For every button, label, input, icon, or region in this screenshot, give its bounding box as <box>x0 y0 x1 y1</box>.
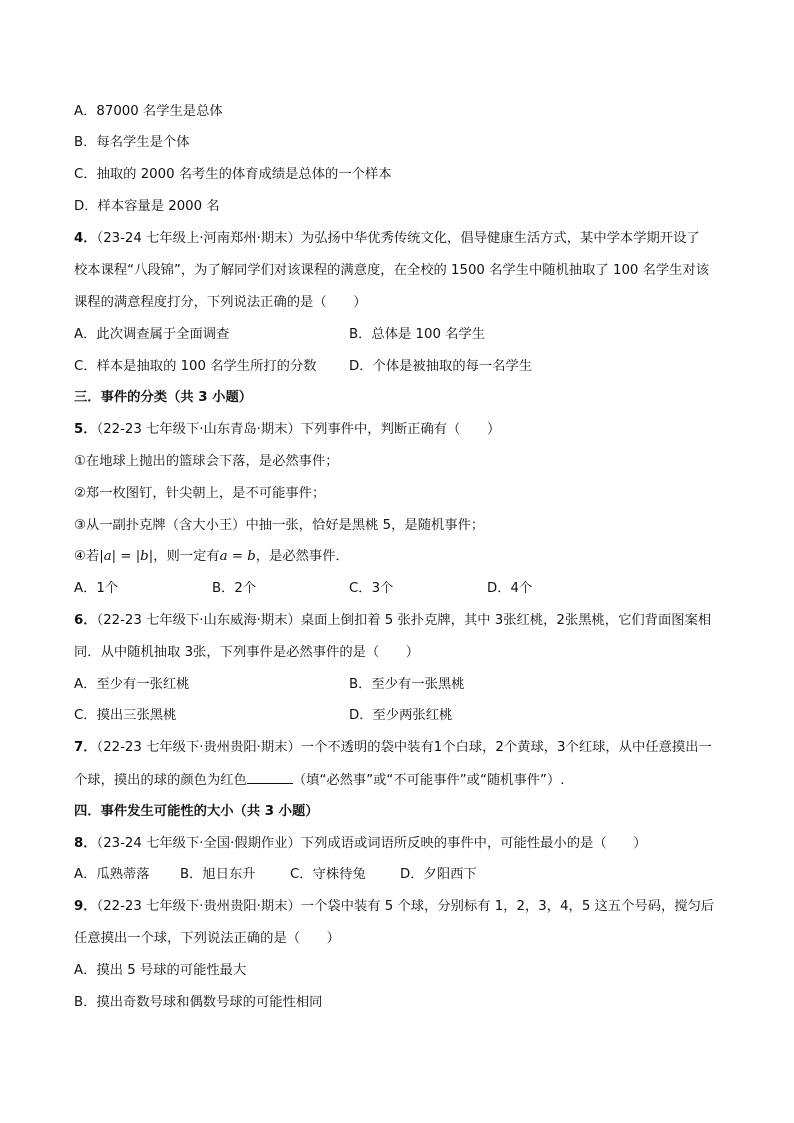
q7-answer-blank[interactable] <box>247 771 293 784</box>
q5-option-b: B．2个 <box>212 581 257 596</box>
q5-item-3: ③从一副扑克牌（含大小王）中抽一张，恰好是黑桃 5，是随机事件； <box>74 518 485 533</box>
q3-option-d: D．样本容量是 2000 名 <box>74 199 220 214</box>
q3-option-a: A．87000 名学生是总体 <box>74 104 223 119</box>
q4-option-d: D．个体是被抽取的每一名学生 <box>349 359 533 374</box>
q8-option-b: B．旭日东升 <box>180 867 256 882</box>
q6-option-a: A．至少有一张红桃 <box>74 677 190 692</box>
section-heading-4: 四．事件发生可能性的大小（共 3 小题） <box>74 804 319 819</box>
q6-option-c: C．摸出三张黑桃 <box>74 708 177 723</box>
q7-stem-line1 <box>74 739 754 757</box>
q6-stem-line1 <box>74 612 754 630</box>
q8-option-c: C．守株待兔 <box>290 867 366 882</box>
q5-source: （22-23 七年级下·山东青岛·期末） <box>96 422 301 437</box>
q8-text: 下列成语或词语所反映的事件中，可能性最小的是（ ） <box>300 836 647 851</box>
q7-source: （22-23 七年级下·贵州贵阳·期末） <box>96 740 301 755</box>
q5-item-2: ②郑一枚图钉，针尖朝上，是不可能事件； <box>74 486 326 501</box>
q6-option-b: B．至少有一张黑桃 <box>349 677 465 692</box>
q5-item4-math1: |a| = |b| <box>99 549 154 564</box>
q8-source: （23-24 七年级下·全国·假期作业） <box>96 836 301 851</box>
q3-option-b: B．每名学生是个体 <box>74 135 190 150</box>
q9-option-a: A．摸出 5 号球的可能性最大 <box>74 963 247 978</box>
q9-stem-line2: 任意摸出一个球，下列说法正确的是（ ） <box>74 931 340 946</box>
q5-option-a: A．1个 <box>74 581 119 596</box>
q4-option-a: A．此次调查属于全面调查 <box>74 327 230 342</box>
q7-text1: 一个不透明的袋中装有1个白球，2个黄球，3个红球，从中任意摸出一 <box>300 740 712 755</box>
q7-stem-line2 <box>74 771 754 790</box>
q6-source: （22-23 七年级下·山东威海·期末） <box>96 613 301 628</box>
q5-item-4 <box>74 548 754 566</box>
q4-number: 4． <box>74 231 97 246</box>
q7-text2-pre: 个球，摸出的球的颜色为红色 <box>74 773 247 788</box>
q7-number: 7． <box>74 740 97 755</box>
q5-number: 5． <box>74 422 97 437</box>
q6-number: 6． <box>74 613 97 628</box>
q6-stem-line2: 同．从中随机抽取 3张，下列事件是必然事件的是（ ） <box>74 645 420 660</box>
q9-option-b: B．摸出奇数号球和偶数号球的可能性相同 <box>74 995 323 1010</box>
q9-source: （22-23 七年级下·贵州贵阳·期末） <box>96 899 301 914</box>
q5-text: 下列事件中，判断正确有（ ） <box>300 422 501 437</box>
q4-source: （23-24 七年级上·河南郑州·期末） <box>96 231 301 246</box>
q6-option-d: D．至少两张红桃 <box>349 708 453 723</box>
q7-text2-post: （填“必然事”或“不可能事件”或“随机事件”）. <box>292 773 565 788</box>
q8-number: 8． <box>74 836 97 851</box>
q5-stem <box>74 421 754 439</box>
q5-item4-pre: ④若 <box>74 549 100 564</box>
q8-option-d: D．夕阳西下 <box>400 867 477 882</box>
q3-option-c: C．抽取的 2000 名考生的体育成绩是总体的一个样本 <box>74 167 392 182</box>
q4-stem-line3: 课程的满意程度打分，下列说法正确的是（ ） <box>74 295 367 310</box>
q4-stem-line1 <box>74 230 754 248</box>
section-heading-3: 三．事件的分类（共 3 小题） <box>74 390 253 405</box>
q4-stem-line2: 校本课程“八段锦”，为了解同学们对该课程的满意度，在全校的 1500 名学生中随机抽取了 100 名学生对该 <box>74 263 710 278</box>
q8-stem <box>74 835 754 853</box>
q8-option-a: A．瓜熟蒂落 <box>74 867 150 882</box>
q5-item4-post: ，是必然事件． <box>255 549 349 564</box>
q4-text1: 为弘扬中华优秀传统文化，倡导健康生活方式，某中学本学期开设了 <box>300 231 700 246</box>
q6-text1: 桌面上倒扣着 5 张扑克牌，其中 3张红桃，2张黑桃，它们背面图案相 <box>300 613 712 628</box>
q9-stem-line1 <box>74 898 754 916</box>
q9-text1: 一个袋中装有 5 个球，分别标有 1，2，3，4，5 这五个号码，搅匀后 <box>300 899 715 914</box>
q5-option-c: C．3个 <box>349 581 394 596</box>
q5-item4-mid: ，则一定有 <box>153 549 220 564</box>
q4-option-c: C．样本是抽取的 100 名学生所打的分数 <box>74 359 317 374</box>
q5-item-1: ①在地球上抛出的篮球会下落，是必然事件； <box>74 454 339 469</box>
q4-option-b: B．总体是 100 名学生 <box>349 327 486 342</box>
q5-option-d: D．4个 <box>487 581 533 596</box>
q5-item4-math2: a = b <box>219 549 256 564</box>
q9-number: 9． <box>74 899 97 914</box>
